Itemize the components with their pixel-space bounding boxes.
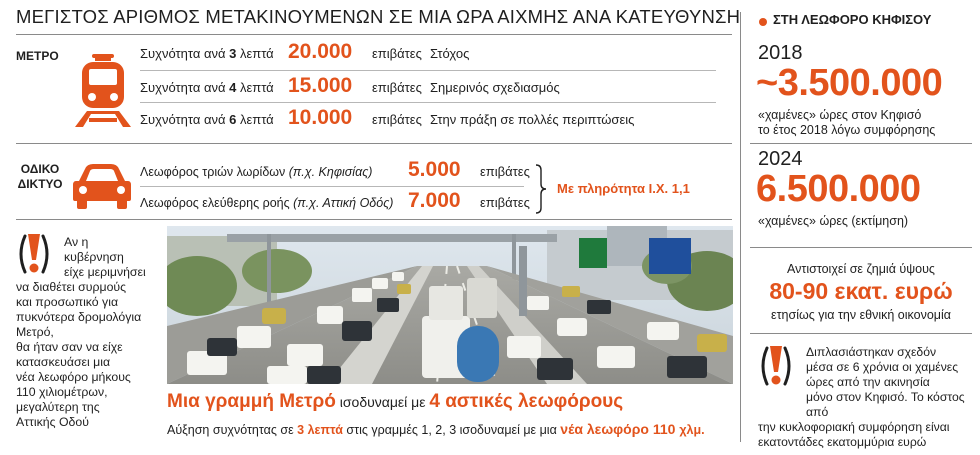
metro-passengers-value: 15.000 bbox=[288, 74, 353, 97]
metro-passengers-unit: επιβάτες bbox=[372, 112, 422, 127]
note-line: 110 χιλιομέτρων, bbox=[16, 385, 108, 399]
metro-note: Σημερινός σχεδιασμός bbox=[430, 80, 560, 95]
metro-passengers-value: 20.000 bbox=[288, 40, 353, 63]
lost-hours-2024: 6.500.000 bbox=[756, 168, 921, 210]
note-line: μέσα σε 6 χρόνια οι χαμένες bbox=[806, 360, 959, 374]
note-line: να διαθέτει συρμούς bbox=[16, 280, 127, 294]
note-line: πυκνότερα δρομολόγια bbox=[16, 310, 142, 324]
metro-note: Στόχος bbox=[430, 46, 470, 61]
note-line: Μετρό, bbox=[16, 325, 54, 339]
row-divider bbox=[140, 102, 716, 103]
brace-icon bbox=[534, 164, 548, 214]
metro-passengers-unit: επιβάτες bbox=[372, 46, 422, 61]
lost-hours-2018-desc bbox=[758, 108, 935, 138]
left-note-text bbox=[16, 235, 166, 430]
traffic-photo bbox=[167, 226, 733, 384]
road-passengers-value: 5.000 bbox=[408, 158, 461, 181]
page-title: ΜΕΓΙΣΤΟΣ ΑΡΙΘΜΟΣ ΜΕΤΑΚΙΝΟΥΜΕΝΩΝ ΣΕ ΜΙΑ ΩΡΑ ΑΙΧΜΗΣ ΑΝΑ ΚΑΤΕΥΘΥΝΣΗ bbox=[16, 6, 741, 27]
subline-part: νέα λεωφόρο bbox=[560, 421, 649, 437]
note-line: Αν η bbox=[64, 235, 89, 249]
sidebar-divider bbox=[750, 143, 972, 144]
metro-equivalence-headline bbox=[167, 391, 623, 413]
road-label bbox=[12, 162, 68, 192]
headline-part: ισοδυναμεί με bbox=[335, 394, 430, 410]
metro-row-3 bbox=[140, 106, 634, 130]
road-passengers-value: 7.000 bbox=[408, 189, 461, 212]
metro-passengers-unit: επιβάτες bbox=[372, 80, 422, 95]
occupancy-note: Με πληρότητα Ι.Χ. 1,1 bbox=[557, 181, 690, 196]
note-line: την κυκλοφοριακή συμφόρηση είναι bbox=[758, 420, 950, 434]
sidebar-note-text bbox=[758, 345, 976, 450]
metro-label: ΜΕΤΡΟ bbox=[16, 49, 59, 63]
note-line: μόνο στον Κηφισό. Το κόστος από bbox=[806, 390, 965, 419]
section-divider bbox=[16, 143, 732, 144]
loss-intro: Αντιστοιχεί σε ζημιά ύψους bbox=[787, 262, 935, 276]
subline-part: 3 λεπτά bbox=[297, 423, 343, 437]
note-line: μεγαλύτερη της bbox=[16, 400, 100, 414]
loss-outro: ετησίως για την εθνική οικονομία bbox=[771, 308, 951, 322]
note-line: Διπλασιάστηκαν σχεδόν bbox=[806, 345, 937, 359]
sidebar-divider bbox=[750, 247, 972, 248]
train-icon bbox=[73, 54, 133, 128]
road-passengers-unit: επιβάτες bbox=[480, 195, 530, 210]
note-line: κατασκευάσει μια bbox=[16, 355, 111, 369]
year-2024: 2024 bbox=[758, 148, 803, 170]
lost-hours-2024-desc: «χαμένες» ώρες (εκτίμηση) bbox=[758, 214, 909, 228]
title-underline bbox=[16, 34, 732, 35]
metro-frequency: Συχνότητα ανά 6 λεπτά bbox=[140, 112, 274, 127]
note-line: εκατοντάδες εκατομμύρια ευρώ bbox=[758, 435, 927, 449]
note-line: είχε μεριμνήσει bbox=[64, 265, 146, 279]
sidebar-divider bbox=[750, 333, 972, 334]
year-2018: 2018 bbox=[758, 42, 803, 64]
section-divider bbox=[16, 219, 732, 220]
road-passengers-unit: επιβάτες bbox=[480, 164, 530, 179]
subline-part: 110 bbox=[648, 421, 680, 437]
road-description: Λεωφόρος ελεύθερης ροής (π.χ. Αττική Οδός) bbox=[140, 196, 394, 210]
headline-part: 4 αστικές λεωφόρους bbox=[429, 391, 624, 412]
road-row-1 bbox=[140, 158, 538, 182]
road-row-2 bbox=[140, 189, 538, 213]
metro-equivalence-subline bbox=[167, 421, 705, 437]
car-icon bbox=[73, 163, 131, 209]
metro-frequency: Συχνότητα ανά 3 λεπτά bbox=[140, 46, 274, 61]
note-line: και προσωπικό για bbox=[16, 295, 119, 309]
lost-hours-2018: ~3.500.000 bbox=[756, 62, 943, 104]
bullet-dot bbox=[759, 18, 767, 26]
metro-frequency: Συχνότητα ανά 4 λεπτά bbox=[140, 80, 274, 95]
desc-line: το έτος 2018 λόγω συμφόρησης bbox=[758, 123, 936, 137]
sidebar-heading: ΣΤΗ ΛΕΩΦΟΡΟ ΚΗΦΙΣΟΥ bbox=[773, 12, 932, 27]
metro-row-1 bbox=[140, 40, 469, 64]
row-divider bbox=[140, 186, 524, 187]
road-label-line: ΔΙΚΤΥΟ bbox=[17, 177, 63, 191]
headline-part: Μια γραμμή Μετρό bbox=[167, 391, 336, 412]
subline-part: στις γραμμές 1, 2, 3 ισοδυναμεί με μια bbox=[342, 423, 561, 437]
note-line: νέα λεωφόρο μήκους bbox=[16, 370, 131, 384]
desc-line: «χαμένες» ώρες στον Κηφισό bbox=[758, 108, 922, 122]
column-divider bbox=[740, 12, 741, 442]
note-line: κυβέρνηση bbox=[64, 250, 124, 264]
metro-row-2 bbox=[140, 74, 560, 98]
note-line: Αττικής Οδού bbox=[16, 415, 89, 429]
note-line: θα ήταν σαν να είχε bbox=[16, 340, 123, 354]
subline-part: χλμ. bbox=[679, 423, 705, 437]
loss-value: 80-90 εκατ. ευρώ bbox=[769, 278, 953, 304]
subline-part: Αύξηση συχνότητας σε bbox=[167, 423, 298, 437]
note-line: ώρες από την ακινησία bbox=[806, 375, 930, 389]
road-label-line: ΟΔΙΚΟ bbox=[20, 162, 60, 176]
metro-passengers-value: 10.000 bbox=[288, 106, 353, 129]
row-divider bbox=[140, 70, 716, 71]
road-description: Λεωφόρος τριών λωρίδων (π.χ. Κηφισίας) bbox=[140, 165, 373, 179]
metro-note: Στην πράξη σε πολλές περιπτώσεις bbox=[430, 112, 635, 127]
